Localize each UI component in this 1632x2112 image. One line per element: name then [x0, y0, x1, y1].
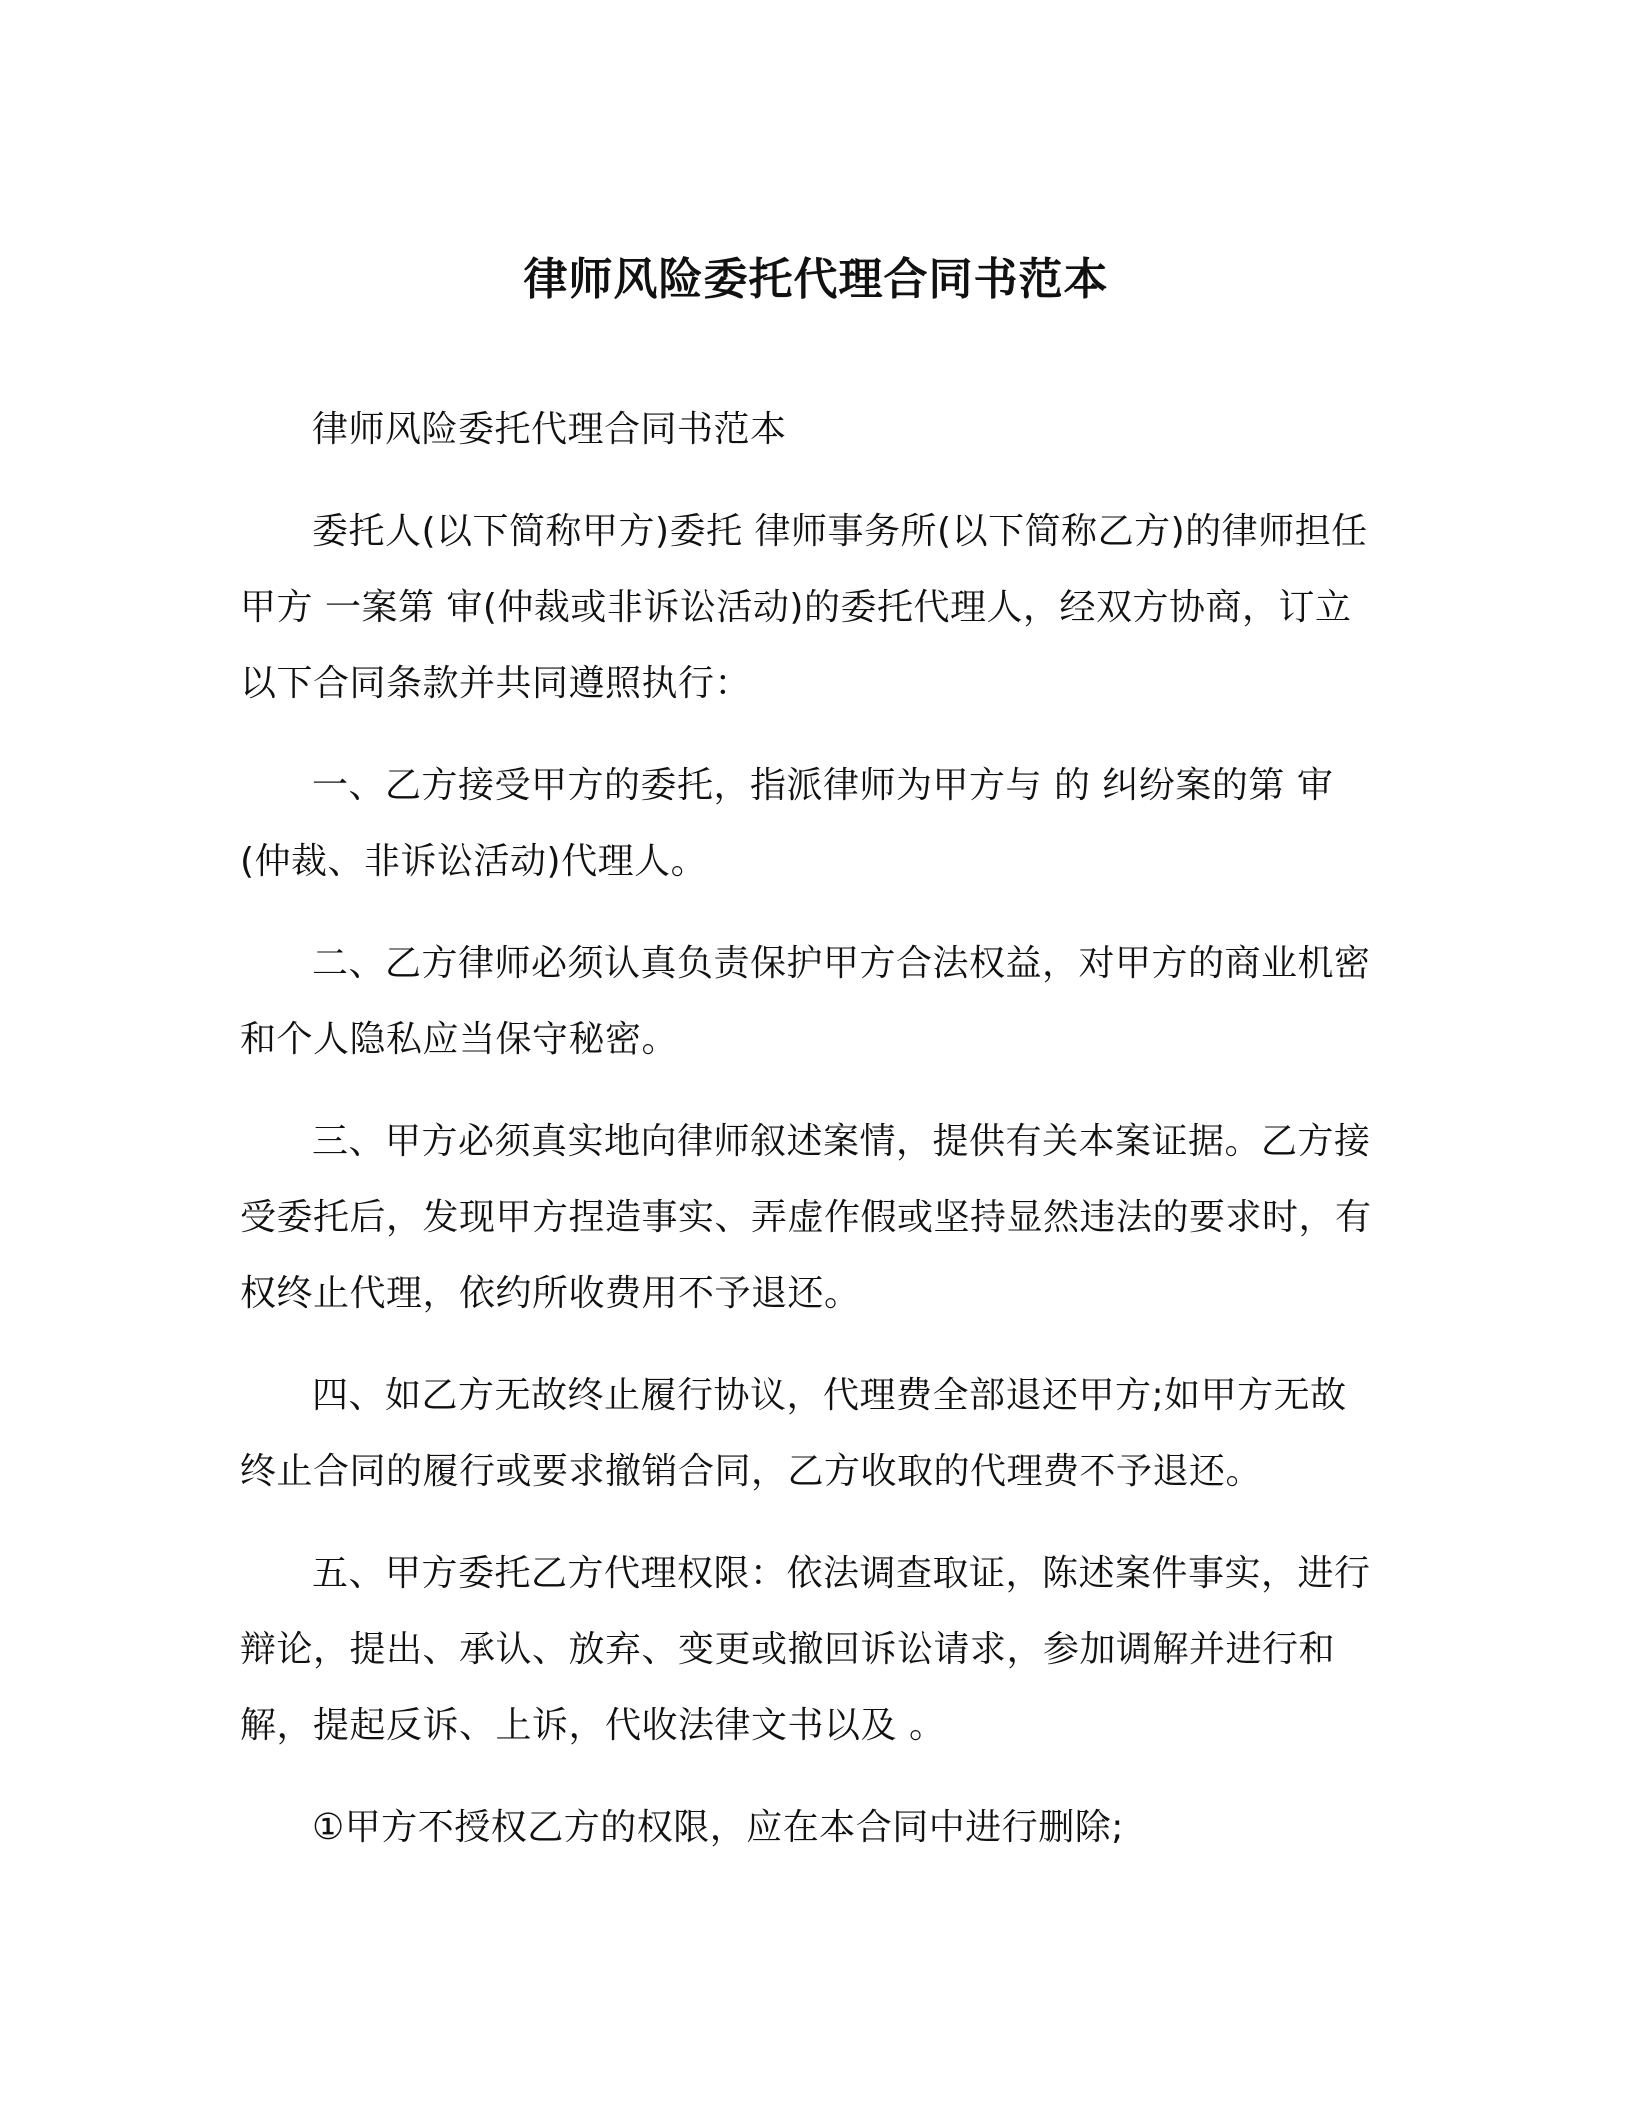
subtitle-paragraph: 律师风险委托代理合同书范本: [312, 409, 787, 450]
paragraph-clause-2: 二、乙方律师必须认真负责保护甲方合法权益，对甲方的商业机密和个人隐私应当保守秘密。: [240, 943, 1371, 1060]
paragraph-clause-5: 五、甲方委托乙方代理权限：依法调查取证，陈述案件事实，进行辩论，提出、承认、放弃、变更或撤回诉讼请求，参加调解并进行和解，提起反诉、上诉，代收法律文书以及 。: [240, 1553, 1371, 1746]
document-body: [240, 392, 1380, 1866]
paragraph-clause-4: 四、如乙方无故终止履行协议，代理费全部退还甲方;如甲方无故终止合同的履行或要求撤销合同，乙方收取的代理费不予退还。: [240, 1375, 1347, 1492]
paragraph-note-1: ①甲方不授权乙方的权限，应在本合同中进行删除;: [312, 1807, 1124, 1848]
paragraph-intro: 委托人(以下简称甲方)委托 律师事务所(以下简称乙方)的律师担任甲方 一案第 审(仲裁或非诉讼活动)的委托代理人，经双方协商，订立以下合同条款并共同遵照执行：: [240, 511, 1368, 704]
paragraph-clause-3: 三、甲方必须真实地向律师叙述案情，提供有关本案证据。乙方接受委托后，发现甲方捏造事实、弄虚作假或坚持显然违法的要求时，有权终止代理，依约所收费用不予退还。: [240, 1121, 1372, 1314]
paragraph-clause-1: 一、乙方接受甲方的委托，指派律师为甲方与 的 纠纷案的第 审(仲裁、非诉讼活动)代理人。: [240, 765, 1334, 882]
document-title: 律师风险委托代理合同书范本: [523, 254, 1109, 306]
